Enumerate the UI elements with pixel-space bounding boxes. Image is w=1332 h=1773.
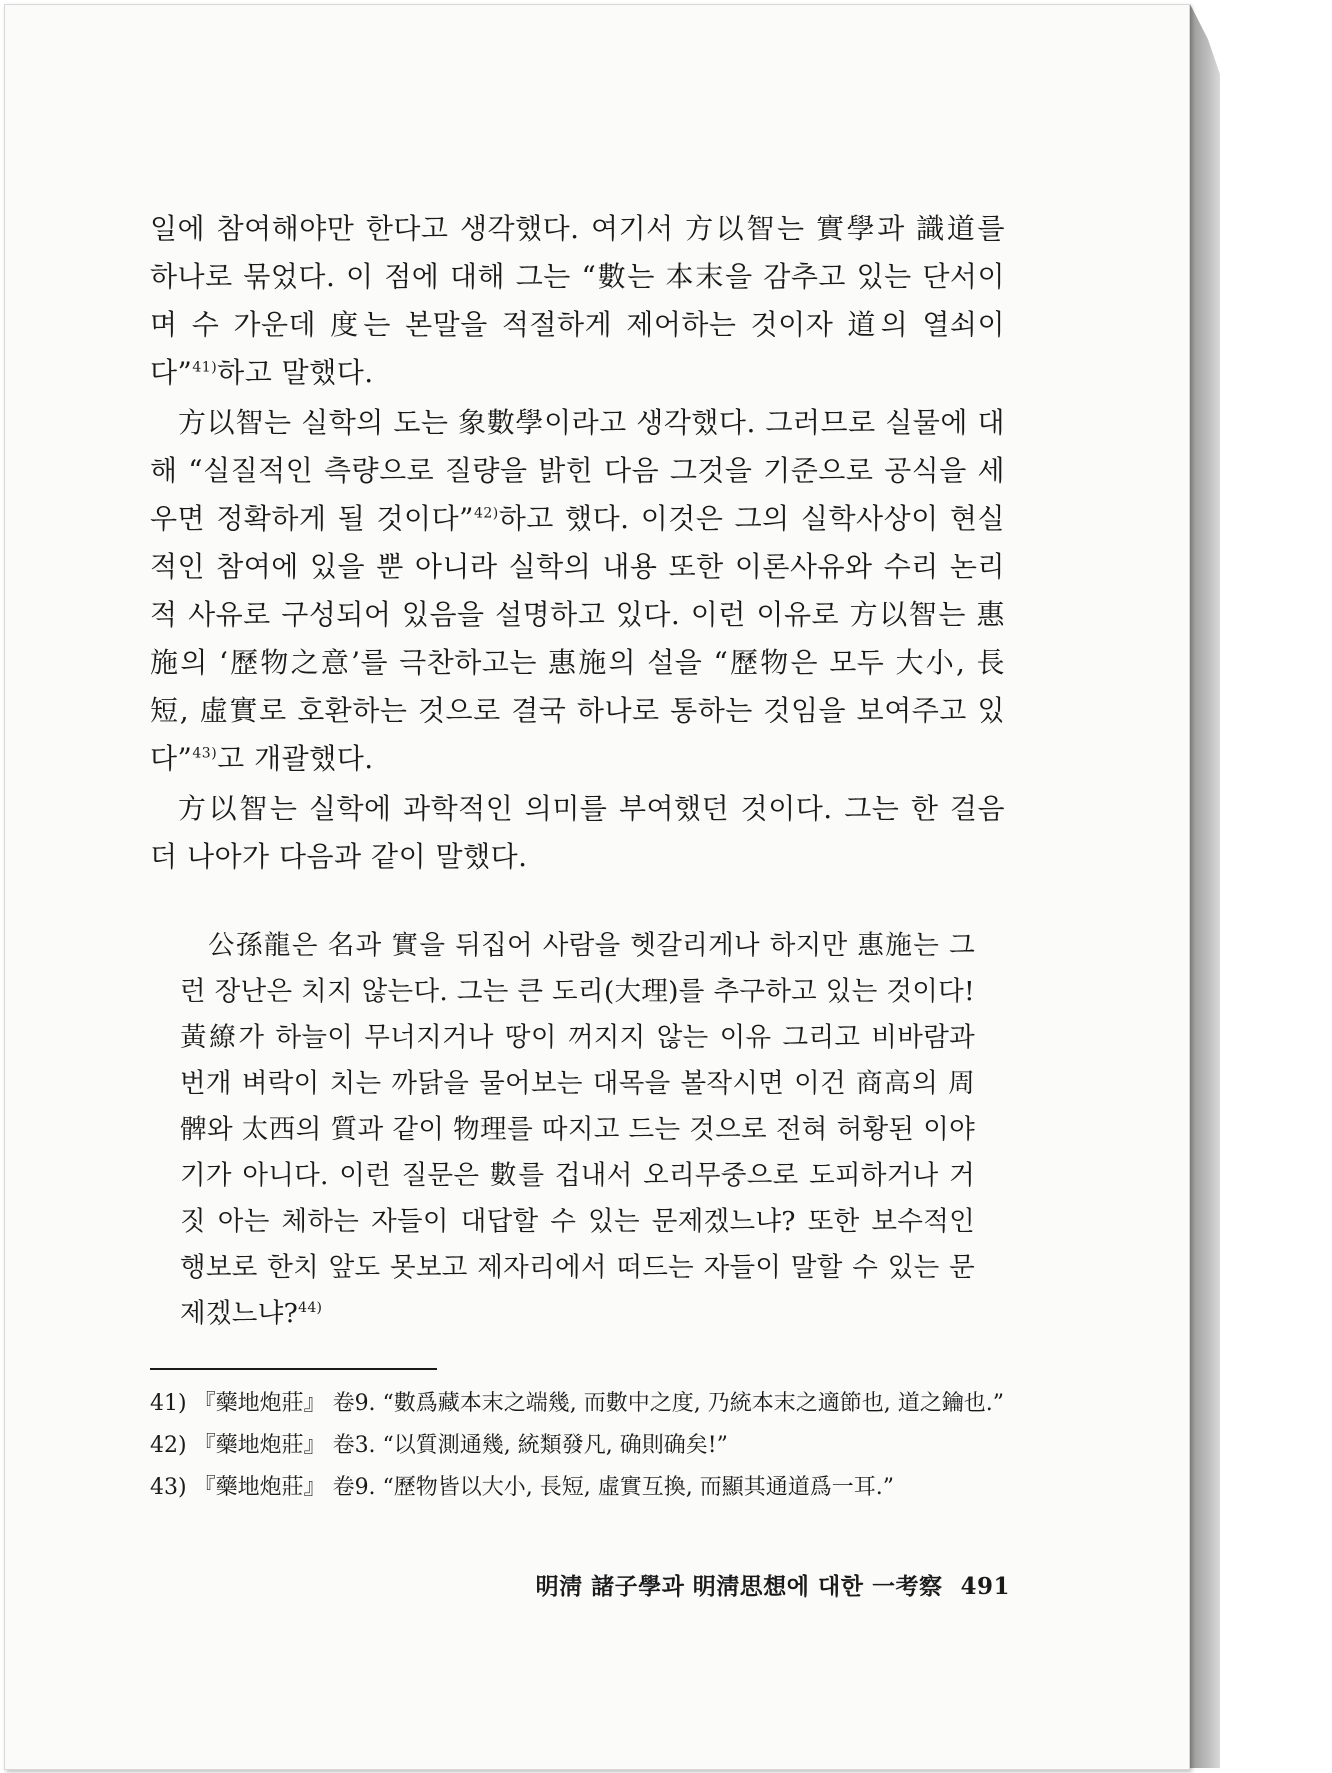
footnote-divider — [150, 1368, 437, 1370]
paragraph-1 — [150, 205, 1005, 397]
page-number: 491 — [960, 1573, 1010, 1600]
paragraph-3-text: 方以智는 실학에 과학적인 의미를 부여했던 것이다. 그는 한 걸음 더 나아가 다음과 같이 말했다. — [150, 792, 1005, 873]
footnote-42: 42) 『藥地炮莊』 卷3. “以質測通幾, 統類發凡, 确則确矣!” — [150, 1433, 728, 1458]
footnote-ref-43: 43) — [192, 745, 218, 762]
block-quote-text: 公孫龍은 名과 實을 뒤집어 사람을 헷갈리게나 하지만 惠施는 그런 장난은 치지 않는다. 그는 큰 도리(大理)를 추구하고 있는 것이다! 黃繚가 하늘이 무너지거나 땅이 꺼지지 않는 이유 그리고 비바람과 번개 벼락이 치는 까닭을 물어보는 대목을 볼작시면 이건 商高의 周髀와 太西의 質과 같이 物理를 따지고 드는 것으로 전혀 허황된 이야기가 아니다. 이런 질문은 數를 겁내서 오리무중으로 도피하거나 거짓 아는 체하는 자들이 대답할 수 있는 문제겠느냐? 또한 보수적인 행보로 한치 앞도 못보고 제자리에서 떠드는 자들이 말할 수 있는 문제겠느냐? — [180, 930, 975, 1329]
paragraph-2 — [150, 399, 1005, 783]
running-footer — [520, 1568, 1010, 1601]
paragraph-2-text: 方以智는 실학의 도는 象數學이라고 생각했다. 그러므로 실물에 대해 “실질적인 측량으로 질량을 밝힌 다음 그것을 기준으로 공식을 세우면 정확하게 될 것이다” — [150, 406, 1005, 535]
paragraph-2-text-mid: 하고 했다. 이것은 그의 실학사상이 현실적인 참여에 있을 뿐 아니라 실학의 내용 또한 이론사유와 수리 논리적 사유로 구성되어 있음을 설명하고 있다. 이런 이유로 方以智는 惠施의 ‘歷物之意’를 극찬하고는 惠施의 설을 “歷物은 모두 大小, 長短, 虛實로 호환하는 것으로 결국 하나로 통하는 것임을 보여주고 있다” — [150, 502, 1005, 775]
paragraph-3 — [150, 785, 1005, 881]
main-text — [150, 205, 1005, 1337]
paragraph-2-text-end: 고 개괄했다. — [217, 742, 374, 775]
paragraph-1-text: 일에 참여해야만 한다고 생각했다. 여기서 方以智는 實學과 識道를 하나로 묶었다. 이 점에 대해 그는 “數는 本末을 감추고 있는 단서이며 수 가운데 度는 본말을 적절하게 제어하는 것이자 道의 열쇠이다” — [150, 212, 1005, 389]
paragraph-1-text-end: 하고 말했다. — [217, 356, 374, 389]
page-edge-shadow — [1190, 4, 1220, 1768]
footnote-ref-42: 42) — [473, 505, 499, 522]
footnote-ref-44: 44) — [298, 1300, 323, 1317]
footnote-41: 41) 『藥地炮莊』 卷9. “數爲藏本末之端幾, 而數中之度, 乃統本末之適節也, 道之鑰也.” — [150, 1391, 1004, 1416]
running-title: 明淸 諸子學과 明淸思想에 대한 一考察 — [535, 1573, 943, 1600]
footnote-43: 43) 『藥地炮莊』 卷9. “歷物皆以大小, 長短, 虛實互換, 而顯其通道爲一耳.” — [150, 1475, 894, 1500]
block-quote — [180, 923, 975, 1337]
footnote-ref-41: 41) — [192, 359, 218, 376]
footnotes — [150, 1385, 1010, 1511]
